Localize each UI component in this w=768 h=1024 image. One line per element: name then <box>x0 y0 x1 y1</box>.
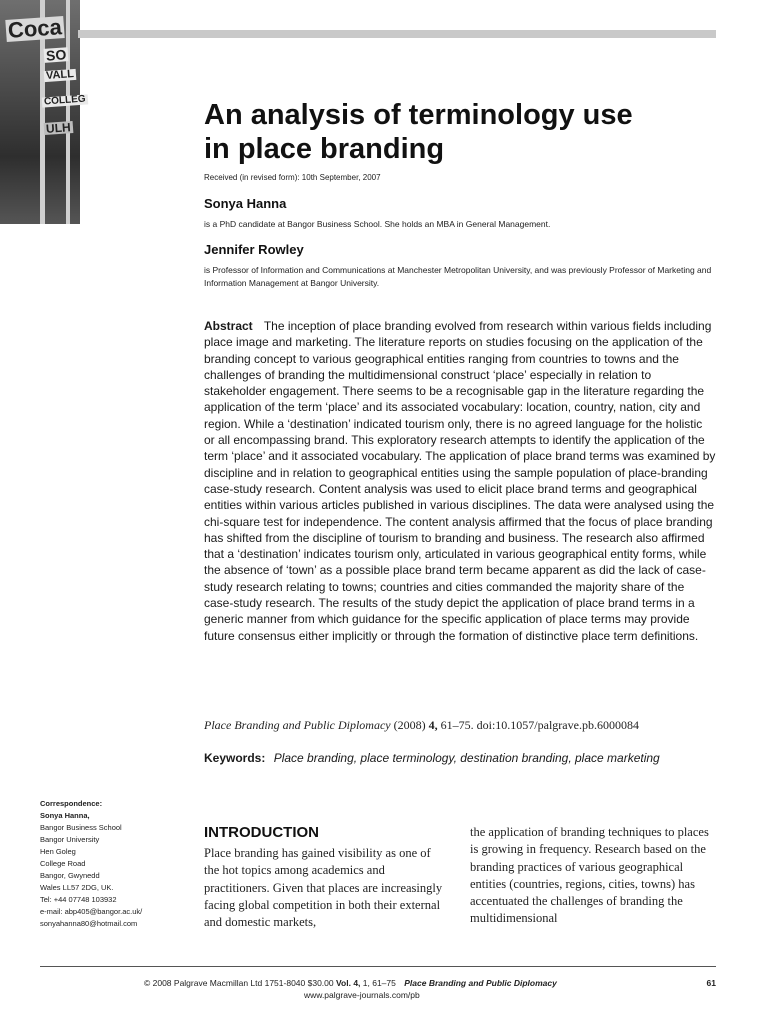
author-name-1: Sonya Hanna <box>204 196 287 211</box>
section-heading-introduction: INTRODUCTION <box>204 824 319 841</box>
footer-url[interactable]: www.palgrave-journals.com/pb <box>304 990 420 1000</box>
footer-volume: Vol. 4, <box>336 978 361 988</box>
photo-sign: ULH <box>45 120 72 136</box>
author-name-2: Jennifer Rowley <box>204 242 304 257</box>
title-line-1: An analysis of terminology use <box>204 99 633 131</box>
correspondence-line: College Road <box>40 859 86 868</box>
footer-copyright: © 2008 Palgrave Macmillan Ltd 1751-8040 $30.00 <box>144 978 334 988</box>
correspondence-line: Bangor University <box>40 835 100 844</box>
correspondence-email[interactable]: e-mail: abp405@bangor.ac.uk/ <box>40 907 143 916</box>
footer-issue: 1, 61–75 <box>362 978 396 988</box>
citation-volume: 4, <box>428 718 438 732</box>
body-column-1: Place branding has gained visibility as one of the hot topics among academics and practitioners. Given that places are increasingly facing global competition in both their external and domestic markets, <box>204 846 443 930</box>
body-column-2: the application of branding techniques to places is growing in frequency. Research based on the branding practices of various geographical entities (countries, regions, cities, towns) has accentuated the challenges of branding the multidimensional <box>470 825 709 926</box>
correspondence-name: Sonya Hanna, <box>40 811 90 820</box>
citation-doi: 61–75. doi:10.1057/palgrave.pb.6000084 <box>440 718 639 732</box>
correspondence-line: Bangor, Gwynedd <box>40 871 100 880</box>
title-line-2: in place branding <box>204 133 445 165</box>
keywords-label: Keywords: <box>204 751 266 765</box>
photo-sign: SO <box>45 46 67 64</box>
footer-line-1 <box>144 978 557 988</box>
cover-photo <box>0 0 86 224</box>
author-bio-1: is a PhD candidate at Bangor Business School. She holds an MBA in General Management. <box>204 219 551 229</box>
correspondence-email[interactable]: sonyahanna80@hotmail.com <box>40 919 138 928</box>
article-title <box>204 98 704 166</box>
keywords <box>204 751 660 765</box>
correspondence-line: Wales LL57 2DG, UK. <box>40 883 114 892</box>
received-date: Received (in revised form): 10th September, 2007 <box>204 173 381 182</box>
correspondence-line: Bangor Business School <box>40 823 122 832</box>
abstract-label: Abstract <box>204 319 253 333</box>
correspondence-line: Hen Goleg <box>40 847 76 856</box>
footer-rule <box>40 966 716 967</box>
footer-journal: Place Branding and Public Diplomacy <box>404 978 557 988</box>
author-bio-2: is Professor of Information and Communications at Manchester Metropolitan University, and was previously Professor of Marketing and Information Management at Bangor University. <box>204 265 712 288</box>
abstract-text: The inception of place branding evolved from research within various fields including place image and marketing. The literature reports on studies focusing on the application of the branding concept to various geographical entities ranging from countries to towns and the challenges of branding the multidimensional construct ‘place’ especially in relation to stakeholder engagement. There seems to be a recognisable gap in the literature regarding the application of the term ‘place’ and its associated vocabulary: location, country, nation, city and region. While a ‘destination’ indicated tourism only, there is no agreed language for the holistic or all encompassing brand. This exploratory research attempts to identify the application of the term ‘place’ and it associated vocabulary. The application of place brand terms was examined by discipline and in relation to geographical entities using the sample population of place-branding case-study research. Content analysis was used to elicit place brand terms and geographical entities within various articles published in various disciplines. The data were analysed using the chi-square test for independence. The content analysis affirmed that the focus of place branding has shifted from the discipline of tourism to branding and business. The research also affirmed that a ‘destination’ indicates tourism only, articulated in various geographical entity forms, while the absence of ‘town’ as a possible place brand term became apparent as did the lack of case-study research relating to towns; countries and cities commanded the majority share of the case-study research. The results of the study depict the application of place brand terms in a generic manner from which guidance for the specific application of place terms may provide future consensus either implicitly or through the formation of distinctive place term definitions. <box>204 319 716 643</box>
header-rule <box>78 30 716 38</box>
photo-sign: VALL <box>45 68 75 82</box>
page-number: 61 <box>706 978 716 988</box>
citation-journal: Place Branding and Public Diplomacy <box>204 718 391 732</box>
correspondence-heading: Correspondence: <box>40 799 103 808</box>
abstract <box>204 318 716 644</box>
correspondence-block <box>40 798 190 930</box>
citation-year: (2008) <box>393 718 426 732</box>
photo-sign: Coca <box>7 14 63 43</box>
keywords-value: Place branding, place terminology, destination branding, place marketing <box>273 751 660 765</box>
correspondence-line: Tel: +44 07748 103932 <box>40 895 117 904</box>
citation <box>204 718 724 733</box>
photo-sign: COLLEG <box>43 93 86 108</box>
